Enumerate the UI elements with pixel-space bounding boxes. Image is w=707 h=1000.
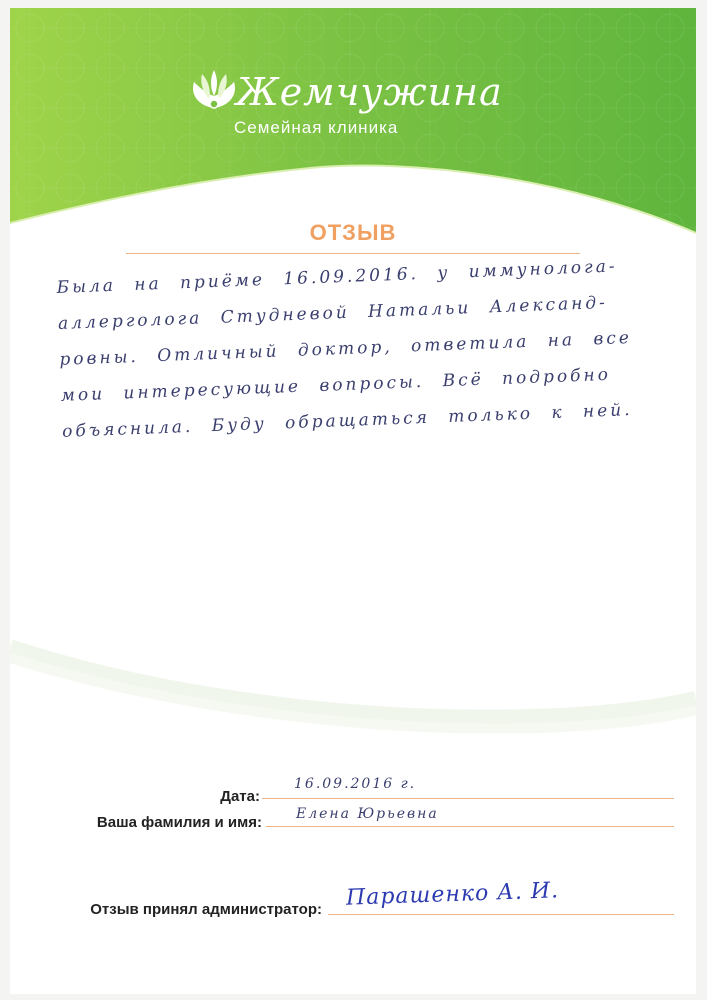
name-line	[266, 826, 674, 827]
review-line: объяснила. Буду обращаться только к ней.	[61, 399, 633, 442]
clinic-name: Жемчужина	[236, 70, 503, 114]
date-line	[262, 798, 674, 799]
review-line: Была на приёме 16.09.2016. у иммунолога-	[56, 256, 618, 298]
name-value: Елена Юрьевна	[296, 806, 439, 822]
admin-line	[328, 914, 674, 915]
date-value: 16.09.2016 г.	[294, 776, 417, 792]
admin-label: Отзыв принял администратор:	[90, 901, 322, 918]
review-text	[56, 246, 682, 450]
clinic-logo	[10, 8, 696, 158]
clinic-subtitle: Семейная клиника	[234, 118, 399, 137]
green-header-banner	[10, 8, 696, 248]
admin-signature: Парашенко А. И.	[345, 878, 560, 911]
review-line: мои интересующие вопросы. Всё подробно	[60, 364, 612, 406]
name-label: Ваша фамилия и имя:	[96, 814, 262, 831]
form-title: ОТЗЫВ	[309, 220, 397, 245]
bottom-decor-wave	[10, 628, 696, 778]
review-line: ровны. Отличный доктор, ответила на все	[59, 327, 633, 370]
review-form-page	[10, 8, 696, 994]
pearl-shell-icon	[188, 68, 240, 114]
date-label: Дата:	[220, 788, 260, 805]
review-line: аллерголога Студневой Натальи Александ-	[57, 292, 609, 334]
